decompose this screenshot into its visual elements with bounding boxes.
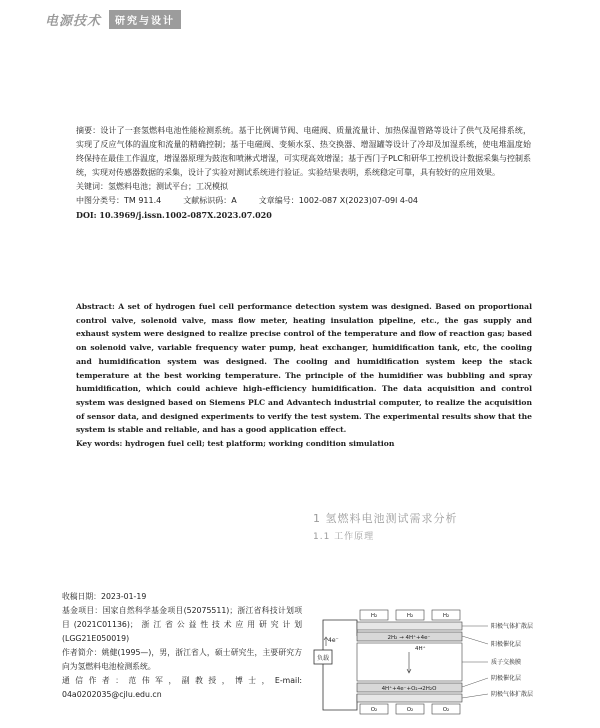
top-reaction: 2H₂ → 4H⁺+4e⁻ — [387, 635, 431, 641]
journal-name: 电源技术 — [45, 13, 102, 29]
chinese-abstract — [76, 124, 531, 222]
clc-number: 中图分类号：TM 911.4 — [76, 196, 162, 205]
subsection-heading: 1.1 工作原理 — [313, 532, 375, 542]
classification-line — [76, 194, 531, 208]
top-wire — [323, 620, 357, 650]
keywords-cn: 关键词：氢燃料电池；测试平台；工况模拟 — [76, 182, 228, 191]
english-abstract — [76, 300, 532, 451]
legend-cathode-gdl: 阴极气体扩散层 — [491, 691, 534, 698]
h2-label-2: H₂ — [406, 613, 414, 619]
doi: DOI: 10.3969/j.issn.1002-087X.2023.07.020 — [76, 210, 272, 220]
legend-membrane: 质子交换膜 — [491, 659, 522, 666]
leader-cathode-gdl — [462, 694, 488, 698]
cathode-gdl — [357, 694, 462, 702]
article-number: 文章编号：1002-087 X(2023)07-09l 4-04 — [258, 196, 419, 205]
fuel-cell-diagram — [312, 608, 600, 723]
leader-anode-catalyst — [462, 636, 488, 644]
anode-gdl — [357, 622, 462, 630]
abstract-en-text: Abstract: A set of hydrogen fuel cell performance detection system was designed. Based on proportional control valve, solenoid valve, mass flow meter, heating insulation pipeline, etc., the gas supply and exhaust system were designed to realize precise control of the temperature and flow of reaction gas; based on solenoid valve, variable frequency water pump, heat exchanger, humidification tank, etc, the cooling and humidification system was designed. The cooling and humidification system keep the stack temperature at the best working temperature. The principle of the humidifier was bubbling and spray humidification, which could achieve high-efficiency humidification. The data acquisition and control system was designed based on Siemens PLC and Advantech industrial computer, to realize the acquisition of sensor data, and designed experiments to verify the test system. The experimental results show that the system is stable and reliable, and has a good application effect. — [76, 302, 532, 435]
bottom-wire — [323, 664, 357, 710]
o2-label-2: O₂ — [406, 707, 414, 713]
corresponding-author: 通信作者：范伟军，副教授，博士，E-mail: 04a0202035@cjlu.edu.cn — [62, 676, 302, 699]
load-label: 负载 — [316, 655, 330, 662]
electron-label: 4e⁻ — [328, 637, 339, 644]
document-code: 文献标识码：A — [183, 196, 237, 205]
o2-label-3: O₂ — [442, 707, 450, 713]
mid-label: 4H⁺ — [415, 646, 426, 652]
fund-info: 基金项目：国家自然科学基金项目(52075511)；浙江省科技计划项目(2021C01136)；浙江省公益性技术应用研究计划(LGG21E050019) — [62, 606, 302, 643]
footnotes — [62, 590, 302, 702]
section-tag: 研究与设计 — [109, 10, 181, 29]
journal-header — [45, 8, 181, 30]
abstract-cn-text: 摘要：设计了一套氢燃料电池性能检测系统。基于比例调节阀、电磁阀、质量流量计、加热保温管路等设计了供气及尾排系统，实现了反应气体的温度和流量的精确控制；基于电磁阀、变频水泵、热交换器、增湿罐等设计了冷却及加湿系统，使电堆温度始终保持在最佳工作温度，增湿器原理为鼓泡和喷淋式增湿，可实现高效增湿；基于西门子PLC和研华工控机设计数据采集与控制系统，实现对传感器数据的采集，设计了实验对测试系统进行验证。实验结果表明，系统稳定可靠，具有较好的应用效果。 — [76, 126, 531, 177]
received-date: 收稿日期：2023-01-19 — [62, 592, 147, 601]
keywords-en: Key words: hydrogen fuel cell; test platform; working condition simulation — [76, 439, 395, 449]
legend-cathode-catalyst: 阴极催化层 — [491, 675, 522, 682]
membrane — [357, 643, 462, 681]
section-heading: 1 氢燃料电池测试需求分析 — [313, 512, 458, 525]
author-info: 作者简介：姚健(1995—)，男，浙江省人，硕士研究生，主要研究方向为氢燃料电池检测系统。 — [62, 648, 302, 671]
legend-anode-gdl: 阳极气体扩散层 — [491, 623, 534, 630]
bottom-reaction: 4H⁺+4e⁻+O₂→2H₂O — [381, 686, 437, 692]
legend-anode-catalyst: 阳极催化层 — [491, 641, 522, 648]
h2-label-3: H₂ — [442, 613, 450, 619]
o2-label-1: O₂ — [370, 707, 378, 713]
h2-label-1: H₂ — [370, 613, 378, 619]
leader-cathode-catalyst — [462, 678, 488, 687]
